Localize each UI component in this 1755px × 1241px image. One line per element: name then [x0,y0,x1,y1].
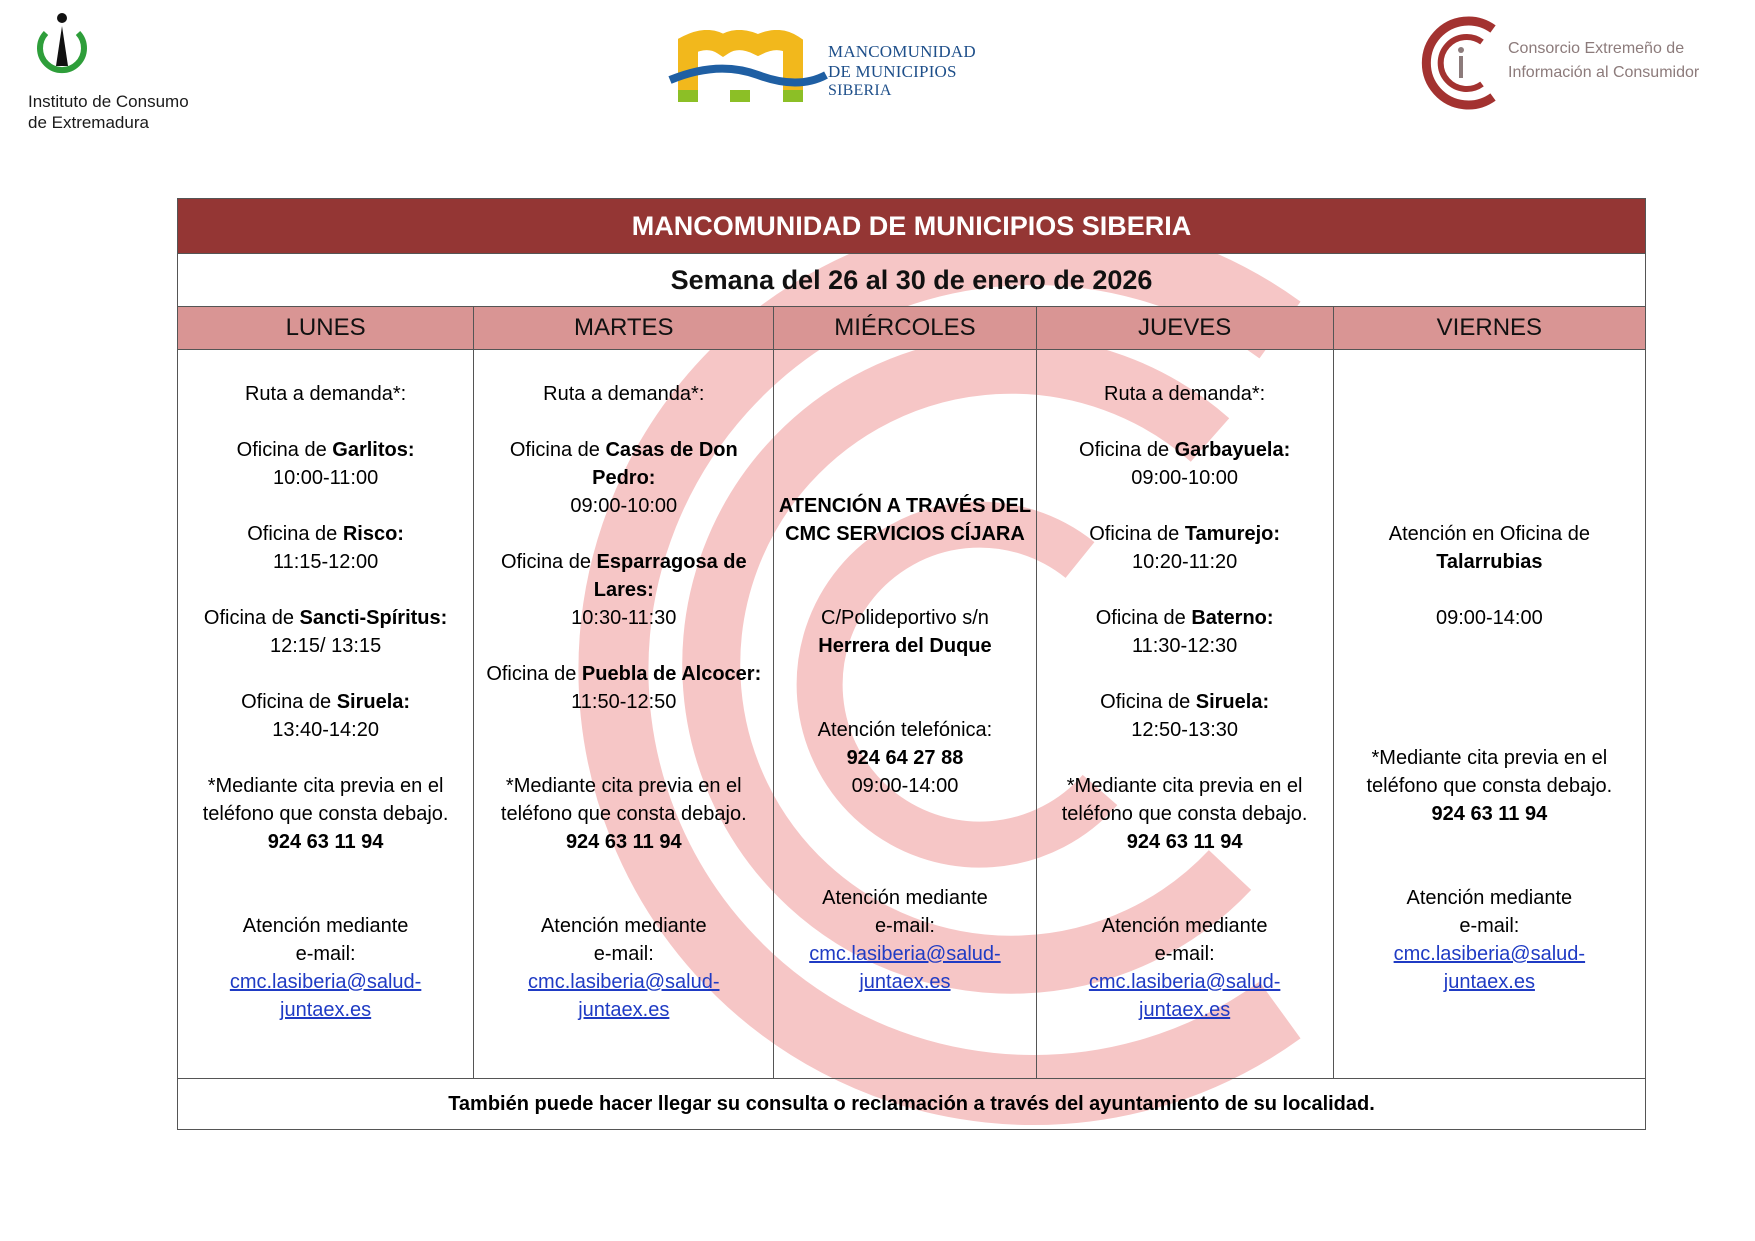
thursday-office: Oficina de Siruela: 12:50-13:30 [1100,691,1270,741]
monday-office: Oficina de Garlitos: 10:00-11:00 [236,439,415,489]
footer-note: También puede hacer llegar su consulta o reclamación a través del ayuntamiento de su localidad. [178,1079,1646,1130]
consorcio-icon [1418,14,1508,112]
tuesday-phone: 924 63 11 94 [565,831,682,853]
schedule-table [177,198,1646,1130]
thursday-route: Ruta a demanda*: [1104,383,1266,405]
tuesday-cell [474,350,774,1079]
thursday-office: Oficina de Garbayuela: 09:00-10:00 [1079,439,1291,489]
mancomunidad-line1: MANCOMUNIDAD [828,42,976,61]
consorcio-line1: Consorcio Extremeño de [1508,40,1685,57]
instituto-consumo-logo [26,8,216,133]
wednesday-heading: ATENCIÓN A TRAVÉS DEL CMC SERVICIOS CÍJARA [778,495,1032,545]
monday-note: *Mediante cita previa en el teléfono que consta debajo. 924 63 11 94 [202,775,449,853]
mancomunidad-line3: SIBERIA [828,82,892,99]
consorcio-logo [1418,14,1753,112]
day-header-friday: VIERNES [1333,307,1645,350]
instituto-line1: Instituto de Consumo [28,92,189,111]
friday-email-link[interactable]: cmc.lasiberia@salud- juntaex.es [1393,943,1586,993]
friday-office: Atención en Oficina de Talarrubias [1388,523,1590,573]
tuesday-office: Oficina de Esparragosa de Lares: 10:30-11:30 [500,551,747,629]
mancomunidad-logo [668,30,1004,110]
tuesday-office: Oficina de Casas de Don Pedro: 09:00-10:00 [509,439,738,517]
friday-phone: 924 63 11 94 [1431,803,1548,825]
table-title: MANCOMUNIDAD DE MUNICIPIOS SIBERIA [178,199,1646,254]
tuesday-email-block: Atención mediante e-mail: cmc.lasiberia@salud- juntaex.es [474,912,773,1024]
friday-hours: 09:00-14:00 [1435,607,1543,629]
monday-office: Oficina de Sancti-Spíritus: 12:15/ 13:15 [203,607,448,657]
friday-email-block: Atención mediante e-mail: cmc.lasiberia@salud- juntaex.es [1334,884,1645,996]
monday-cell [178,350,474,1079]
tuesday-email-link[interactable]: cmc.lasiberia@salud- juntaex.es [528,971,720,1021]
tuesday-office: Oficina de Puebla de Alcocer: 11:50-12:50 [486,663,762,713]
thursday-cell [1036,350,1333,1079]
wednesday-phone: 924 64 27 88 [846,747,964,769]
monday-office: Oficina de Risco: 11:15-12:00 [247,523,404,573]
monday-phone: 924 63 11 94 [267,831,384,853]
thursday-email-link[interactable]: cmc.lasiberia@salud- juntaex.es [1088,971,1281,1021]
monday-office: Oficina de Siruela: 13:40-14:20 [241,691,411,741]
friday-note: *Mediante cita previa en el teléfono que consta debajo. 924 63 11 94 [1366,747,1613,825]
week-title: Semana del 26 al 30 de enero de 2026 [178,254,1646,307]
wednesday-email-link[interactable]: cmc.lasiberia@salud- juntaex.es [809,943,1001,993]
consorcio-line2: Información al Consumidor [1508,64,1700,81]
day-header-wednesday: MIÉRCOLES [774,307,1036,350]
thursday-office: Oficina de Baterno: 11:30-12:30 [1095,607,1274,657]
monday-email-block: Atención mediante e-mail: cmc.lasiberia@salud- juntaex.es [178,912,473,1024]
monday-route: Ruta a demanda*: [244,383,407,405]
thursday-note: *Mediante cita previa en el teléfono que consta debajo. 924 63 11 94 [1061,775,1308,853]
monday-email-link[interactable]: cmc.lasiberia@salud- juntaex.es [229,971,422,1021]
friday-cell [1333,350,1645,1079]
mancomunidad-icon [668,30,828,110]
instituto-line2: de Extremadura [28,113,149,132]
thursday-phone: 924 63 11 94 [1126,831,1243,853]
day-header-monday: LUNES [178,307,474,350]
wednesday-phone-block: Atención telefónica: 924 64 27 88 09:00-14:00 [817,719,993,797]
day-header-thursday: JUEVES [1036,307,1333,350]
wednesday-address: C/Polideportivo s/n Herrera del Duque [818,607,992,657]
instituto-consumo-icon [26,8,96,88]
day-header-tuesday: MARTES [474,307,774,350]
tuesday-note: *Mediante cita previa en el teléfono que consta debajo. 924 63 11 94 [500,775,747,853]
thursday-office: Oficina de Tamurejo: 10:20-11:20 [1089,523,1281,573]
thursday-email-block: Atención mediante e-mail: cmc.lasiberia@salud- juntaex.es [1037,912,1333,1024]
wednesday-email-block: Atención mediante e-mail: cmc.lasiberia@salud- juntaex.es [774,884,1035,996]
tuesday-route: Ruta a demanda*: [543,383,705,405]
mancomunidad-line2: DE MUNICIPIOS [828,62,957,81]
wednesday-cell [774,350,1036,1079]
